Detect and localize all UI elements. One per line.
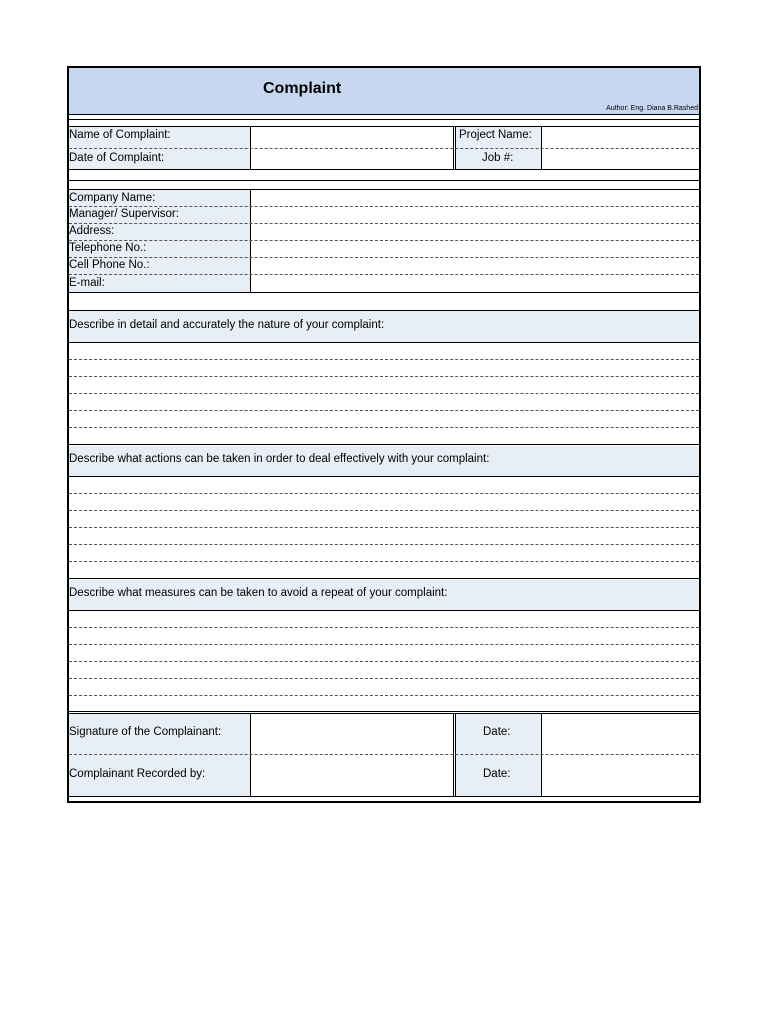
date-of-complaint-label: Date of Complaint: xyxy=(69,152,165,164)
section-border xyxy=(69,444,699,445)
nature-section-title: Describe in detail and accurately the nature of your complaint: xyxy=(69,319,385,331)
company-name-label: Company Name: xyxy=(69,192,156,204)
divider xyxy=(69,180,699,181)
signature-date-field[interactable] xyxy=(542,714,699,754)
form-title: Complaint xyxy=(263,80,342,97)
form-header xyxy=(69,68,699,114)
job-number-label: Job #: xyxy=(482,152,514,164)
actions-section-title: Describe what actions can be taken in order to deal effectively with your complaint: xyxy=(69,453,490,465)
manager-field[interactable] xyxy=(251,207,699,223)
writing-line xyxy=(69,544,699,545)
recorded-by-label: Complainant Recorded by: xyxy=(69,768,206,780)
writing-line xyxy=(69,493,699,494)
cell-phone-label: Cell Phone No.: xyxy=(69,259,150,271)
signature-field[interactable] xyxy=(251,714,453,754)
cell-phone-field[interactable] xyxy=(251,258,699,274)
project-name-field[interactable] xyxy=(542,127,699,148)
signature-border-bottom xyxy=(69,796,699,797)
column-divider xyxy=(455,127,456,169)
company-fields-border-bottom xyxy=(69,292,699,293)
writing-line xyxy=(69,376,699,377)
recorded-by-field[interactable] xyxy=(251,755,453,796)
header-divider xyxy=(69,114,699,115)
recorded-date-field[interactable] xyxy=(542,755,699,796)
writing-line xyxy=(69,678,699,679)
writing-line xyxy=(69,359,699,360)
writing-line xyxy=(69,393,699,394)
project-name-label: Project Name: xyxy=(459,129,532,141)
job-number-field[interactable] xyxy=(542,149,699,169)
name-of-complaint-field[interactable] xyxy=(251,127,453,148)
date-of-complaint-field[interactable] xyxy=(251,149,453,169)
section-border xyxy=(69,476,699,477)
column-divider xyxy=(453,127,454,169)
writing-line xyxy=(69,510,699,511)
writing-line xyxy=(69,527,699,528)
email-label: E-mail: xyxy=(69,277,105,289)
telephone-label: Telephone No.: xyxy=(69,242,147,254)
signature-label: Signature of the Complainant: xyxy=(69,726,222,738)
address-field[interactable] xyxy=(251,224,699,240)
telephone-field[interactable] xyxy=(251,241,699,257)
writing-line xyxy=(69,695,699,696)
section-border xyxy=(69,610,699,611)
writing-line xyxy=(69,410,699,411)
email-field[interactable] xyxy=(251,275,699,292)
column-divider xyxy=(453,714,454,796)
measures-section-title: Describe what measures can be taken to avoid a repeat of your complaint: xyxy=(69,587,448,599)
writing-line xyxy=(69,644,699,645)
signature-date-label: Date: xyxy=(483,726,511,738)
writing-line xyxy=(69,427,699,428)
form-author: Author: Eng. Diana B.Rashed xyxy=(606,105,698,112)
writing-line xyxy=(69,661,699,662)
column-divider xyxy=(455,714,456,796)
section-border xyxy=(69,342,699,343)
recorded-date-label: Date: xyxy=(483,768,511,780)
top-fields-border-bottom xyxy=(69,169,699,170)
name-of-complaint-label: Name of Complaint: xyxy=(69,129,171,141)
manager-label: Manager/ Supervisor: xyxy=(69,208,179,220)
address-label: Address: xyxy=(69,225,115,237)
writing-line xyxy=(69,627,699,628)
writing-line xyxy=(69,561,699,562)
section-border xyxy=(69,578,699,579)
company-name-field[interactable] xyxy=(251,190,699,206)
divider xyxy=(69,711,699,712)
divider xyxy=(69,119,699,120)
